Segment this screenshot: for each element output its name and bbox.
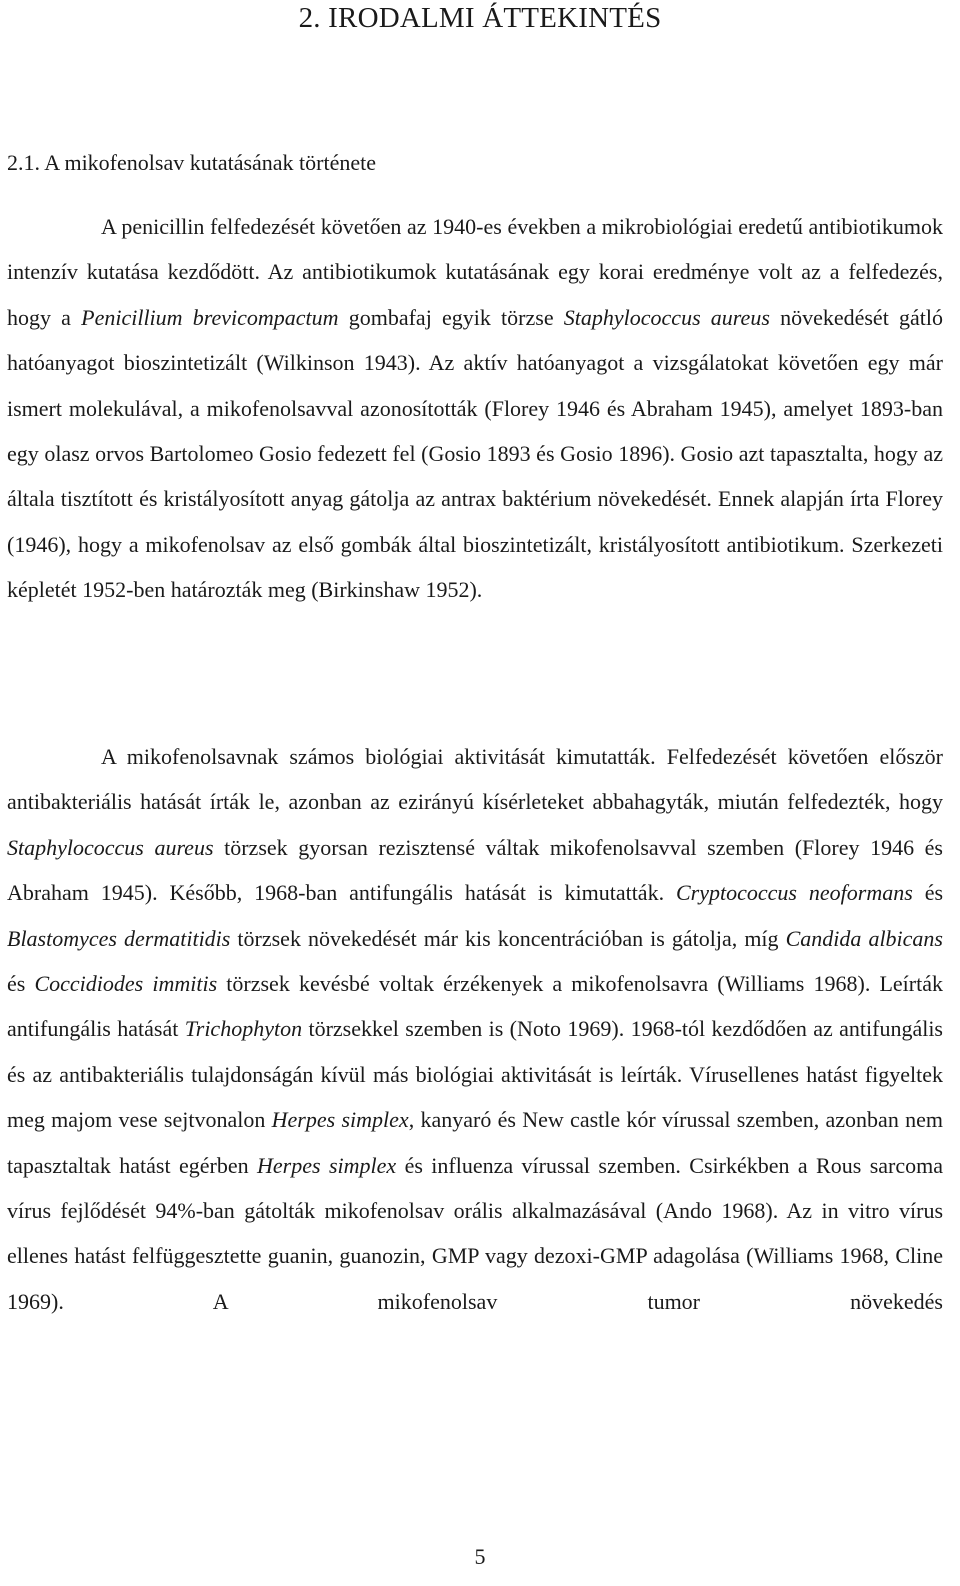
chapter-title: 2. IRODALMI ÁTTEKINTÉS <box>298 2 662 34</box>
text-run: , kanyaró és New castle kór vírussal szemben, azonban nem tapasztaltak hatást egérben <box>7 1107 943 1178</box>
species-name: Staphylococcus aureus <box>563 304 770 330</box>
text-run: gombafaj egyik törzse <box>338 304 564 330</box>
text-run: törzsek gyorsan rezisztensé váltak mikofenolsavval szemben (Florey 1946 és Abraham 1945). Később, 1968-ban antifungális hatását is kimutatták. <box>7 834 943 906</box>
text-run: A mikofenolsavnak számos biológiai aktivitását kimutatták. Felfedezését követően először antibakteriális hatását írták le, azonban az ezirányú kísérleteket abbahagyták, miután felfedezték, hogy <box>7 744 943 815</box>
species-name: Herpes simplex <box>257 1152 397 1178</box>
species-name: Penicillium brevicompactum <box>81 304 339 330</box>
text-run: és influenza vírussal szemben. Csirkékben a Rous sarcoma vírus fejlődését 94%-ban gátolták mikofenolsav orális alkalmazásával (Ando 1968). Az in vitro vírus ellenes hatást felfüggesztette guanin, guanozin, GMP vagy dezoxi-GMP adagolása (Williams 1968, Cline 1969). A mikofenolsav tumor növekedés <box>7 1152 943 1314</box>
species-name: Trichophyton <box>184 1016 303 1042</box>
body-paragraph-1 <box>7 204 943 613</box>
text-run: A penicillin felfedezését követően az 1940-es években a mikrobiológiai eredetű antibiotikumok intenzív kutatása kezdődött. Az antibiotikumok kutatásának egy korai eredménye volt az a felfedezés, hogy a <box>7 214 943 330</box>
body-paragraph-2 <box>7 734 943 1324</box>
species-name: Candida albicans <box>785 925 943 951</box>
text-run: törzsek kevésbé voltak érzékenyek a mikofenolsavra (Williams 1968). Leírták antifungális hatását <box>7 971 943 1042</box>
species-name: Herpes simplex <box>271 1107 409 1133</box>
text-run: és <box>912 880 944 906</box>
text-run: törzsek növekedését már kis koncentrációban is gátolja, míg <box>230 925 786 951</box>
species-name: Blastomyces dermatitidis <box>7 925 231 951</box>
species-name: Cryptococcus neoformans <box>676 880 913 906</box>
text-run: törzsekkel szemben is (Noto 1969). 1968-tól kezdődően az antifungális és az antibakteriális tulajdonságán kívül más biológiai aktivitását is leírták. Vírusellenes hatást figyeltek meg majom vese sejtvonalon <box>7 1016 943 1133</box>
species-name: Staphylococcus aureus <box>7 834 214 860</box>
species-name: Coccidiodes immitis <box>34 971 218 997</box>
text-run: növekedését gátló hatóanyagot bioszintetizált (Wilkinson 1943). Az aktív hatóanyagot a vizsgálatokat követően egy már ismert molekulával, a mikofenolsavval azonosították (Florey 1946 és Abraham 1945), amelyet 1893-ban egy olasz orvos Bartolomeo Gosio fedezett fel (Gosio 1893 és Gosio 1896). Gosio azt tapasztalta, hogy az általa tisztított és kristályosított anyag gátolja az antrax baktérium növekedését. Ennek alapján írta Florey (1946), hogy a mikofenolsav az első gombák által bioszintetizált, kristályosított antibiotikum. Szerkezeti képletét 1952-ben határozták meg (Birkinshaw 1952). <box>7 304 943 603</box>
text-run: és <box>7 971 35 997</box>
section-title: 2.1. A mikofenolsav kutatásának története <box>7 150 377 175</box>
page-number: 5 <box>474 1544 486 1569</box>
